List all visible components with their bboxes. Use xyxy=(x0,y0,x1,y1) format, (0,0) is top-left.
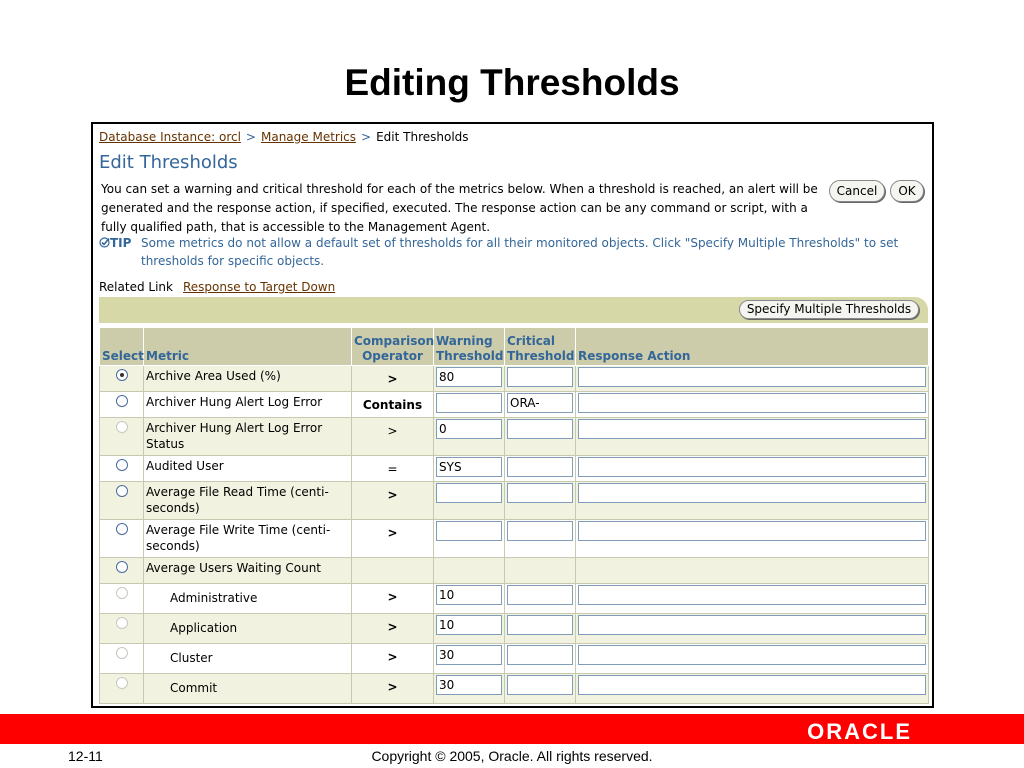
warning-cell xyxy=(434,584,505,614)
table-header-row xyxy=(100,328,929,366)
breadcrumb-current: Edit Thresholds xyxy=(376,130,469,144)
critical-cell xyxy=(505,366,576,392)
table-row xyxy=(100,418,929,456)
operator-cell: > xyxy=(352,674,434,704)
select-radio[interactable] xyxy=(116,523,128,535)
table-row xyxy=(100,456,929,482)
select-cell xyxy=(100,520,144,558)
warning-cell xyxy=(434,418,505,456)
related-link-label: Related Link xyxy=(99,280,173,294)
column-header-select: Select xyxy=(100,328,144,366)
select-cell xyxy=(100,644,144,674)
warning-threshold-input[interactable] xyxy=(436,419,502,439)
warning-threshold-input[interactable] xyxy=(436,521,502,541)
critical-threshold-input[interactable] xyxy=(507,521,573,541)
warning-threshold-input[interactable] xyxy=(436,457,502,477)
oracle-logo: ORACLE xyxy=(807,719,912,744)
operator-cell: > xyxy=(352,366,434,392)
table-row xyxy=(100,644,929,674)
response-action-input[interactable] xyxy=(578,483,926,503)
select-cell xyxy=(100,584,144,614)
warning-threshold-input[interactable] xyxy=(436,393,502,413)
table-row xyxy=(100,614,929,644)
critical-threshold-input[interactable] xyxy=(507,645,573,665)
page-heading: Edit Thresholds xyxy=(99,152,238,173)
critical-cell xyxy=(505,674,576,704)
warning-header-line1: Warning xyxy=(436,334,493,348)
metric-cell: Archiver Hung Alert Log Error Status xyxy=(144,418,352,456)
critical-cell xyxy=(505,614,576,644)
table-row xyxy=(100,520,929,558)
thresholds-table xyxy=(99,327,929,704)
response-cell xyxy=(576,392,929,418)
metric-cell: Average Users Waiting Count xyxy=(144,558,352,584)
warning-cell xyxy=(434,482,505,520)
column-header-warning xyxy=(434,328,505,366)
response-cell xyxy=(576,674,929,704)
warning-threshold-input[interactable] xyxy=(436,675,502,695)
critical-threshold-input[interactable] xyxy=(507,675,573,695)
operator-cell: > xyxy=(352,418,434,456)
response-action-input[interactable] xyxy=(578,521,926,541)
metric-cell xyxy=(144,674,352,704)
critical-threshold-input[interactable] xyxy=(507,367,573,387)
response-cell xyxy=(576,366,929,392)
breadcrumb-database-instance[interactable]: Database Instance: orcl xyxy=(99,130,241,144)
warning-header-line2: Threshold xyxy=(436,349,504,363)
select-cell xyxy=(100,418,144,456)
critical-cell xyxy=(505,558,576,584)
select-radio[interactable] xyxy=(116,647,128,659)
column-header-operator xyxy=(352,328,434,366)
warning-threshold-input[interactable] xyxy=(436,367,502,387)
response-cell xyxy=(576,520,929,558)
response-cell xyxy=(576,482,929,520)
response-action-input[interactable] xyxy=(578,585,926,605)
breadcrumb-separator: > xyxy=(245,130,256,144)
metric-cell: Audited User xyxy=(144,456,352,482)
select-radio[interactable] xyxy=(116,395,128,407)
response-cell xyxy=(576,614,929,644)
warning-cell xyxy=(434,644,505,674)
operator-cell: > xyxy=(352,644,434,674)
metric-cell: Archive Area Used (%) xyxy=(144,366,352,392)
operator-cell: Contains xyxy=(352,392,434,418)
critical-cell xyxy=(505,456,576,482)
metric-cell: Average File Read Time (centi-seconds) xyxy=(144,482,352,520)
metric-cell xyxy=(144,584,352,614)
operator-cell: > xyxy=(352,482,434,520)
page-description: You can set a warning and critical threshold for each of the metrics below. When a threshold is reached, an alert will be generated and the response action, if specified, executed. The response action can be any command or script, with a fully qualified path, that is accessible to the Management Agent. xyxy=(101,182,818,234)
footer-bar xyxy=(0,714,1024,744)
metric-name: Commit xyxy=(170,681,218,695)
warning-cell xyxy=(434,674,505,704)
operator-cell: > xyxy=(352,520,434,558)
warning-cell xyxy=(434,392,505,418)
column-header-metric: Metric xyxy=(144,328,352,366)
critical-cell xyxy=(505,644,576,674)
critical-cell xyxy=(505,392,576,418)
response-cell xyxy=(576,644,929,674)
critical-threshold-input[interactable] xyxy=(507,393,573,413)
specify-multiple-thresholds-button[interactable]: Specify Multiple Thresholds xyxy=(739,300,919,319)
operator-header-line1: Comparison xyxy=(354,334,435,348)
table-row xyxy=(100,482,929,520)
metric-name: Cluster xyxy=(170,651,213,665)
metric-cell: Average File Write Time (centi-seconds) xyxy=(144,520,352,558)
select-cell xyxy=(100,456,144,482)
select-cell xyxy=(100,392,144,418)
operator-cell: > xyxy=(352,584,434,614)
select-radio[interactable] xyxy=(116,677,128,689)
response-action-input[interactable] xyxy=(578,457,926,477)
ok-button[interactable]: OK xyxy=(890,180,924,202)
select-radio[interactable] xyxy=(116,369,128,381)
select-radio[interactable] xyxy=(116,485,128,497)
select-cell xyxy=(100,366,144,392)
response-to-target-down-link[interactable]: Response to Target Down xyxy=(182,280,336,294)
breadcrumb xyxy=(99,130,469,144)
critical-cell xyxy=(505,584,576,614)
select-radio[interactable] xyxy=(116,561,128,573)
critical-cell xyxy=(505,482,576,520)
select-cell xyxy=(100,558,144,584)
select-radio[interactable] xyxy=(116,421,128,433)
warning-threshold-input[interactable] xyxy=(436,585,502,605)
screenshot-frame xyxy=(91,122,934,708)
select-radio[interactable] xyxy=(116,617,128,629)
warning-cell xyxy=(434,520,505,558)
table-row xyxy=(100,558,929,584)
warning-threshold-input[interactable] xyxy=(436,483,502,503)
tip-text: Some metrics do not allow a default set of thresholds for all their monitored objects. Click "Specify Multiple Thresholds" to set thresholds for specific objects. xyxy=(141,236,899,268)
critical-threshold-input[interactable] xyxy=(507,483,573,503)
column-header-response: Response Action xyxy=(576,328,929,366)
critical-cell xyxy=(505,418,576,456)
slide-number: 12-11 xyxy=(68,748,103,764)
checkmark-icon xyxy=(99,237,110,248)
table-row xyxy=(100,366,929,392)
metric-cell xyxy=(144,614,352,644)
metric-cell xyxy=(144,644,352,674)
tip-label xyxy=(99,234,131,252)
response-cell xyxy=(576,456,929,482)
tip-box xyxy=(99,234,919,270)
critical-threshold-input[interactable] xyxy=(507,585,573,605)
response-action-input[interactable] xyxy=(578,645,926,665)
warning-cell xyxy=(434,614,505,644)
response-action-input[interactable] xyxy=(578,675,926,695)
response-cell xyxy=(576,558,929,584)
breadcrumb-separator: > xyxy=(361,130,372,144)
cancel-button[interactable]: Cancel xyxy=(829,180,885,202)
metric-cell: Archiver Hung Alert Log Error xyxy=(144,392,352,418)
metric-name: Application xyxy=(170,621,238,635)
breadcrumb-manage-metrics[interactable]: Manage Metrics xyxy=(260,130,357,144)
table-row xyxy=(100,584,929,614)
warning-threshold-input[interactable] xyxy=(436,615,502,635)
related-link-row xyxy=(99,280,335,294)
response-action-input[interactable] xyxy=(578,393,926,413)
response-action-input[interactable] xyxy=(578,367,926,387)
select-radio[interactable] xyxy=(116,459,128,471)
table-row xyxy=(100,392,929,418)
table-row xyxy=(100,674,929,704)
warning-cell xyxy=(434,366,505,392)
select-cell xyxy=(100,482,144,520)
critical-cell xyxy=(505,520,576,558)
critical-header-line1: Critical xyxy=(507,334,556,348)
operator-cell: > xyxy=(352,614,434,644)
critical-threshold-input[interactable] xyxy=(507,615,573,635)
metric-name: Administrative xyxy=(170,591,258,605)
warning-threshold-input[interactable] xyxy=(436,645,502,665)
operator-header-line2: Operator xyxy=(362,349,423,363)
response-action-input[interactable] xyxy=(578,615,926,635)
response-cell xyxy=(576,584,929,614)
warning-cell xyxy=(434,456,505,482)
response-cell xyxy=(576,418,929,456)
select-cell xyxy=(100,674,144,704)
select-radio[interactable] xyxy=(116,587,128,599)
table-toolbar xyxy=(99,297,928,323)
warning-cell xyxy=(434,558,505,584)
operator-cell xyxy=(352,558,434,584)
critical-threshold-input[interactable] xyxy=(507,419,573,439)
critical-threshold-input[interactable] xyxy=(507,457,573,477)
response-action-input[interactable] xyxy=(578,419,926,439)
select-cell xyxy=(100,614,144,644)
column-header-critical xyxy=(505,328,576,366)
operator-cell: = xyxy=(352,456,434,482)
slide-title: Editing Thresholds xyxy=(344,62,680,103)
copyright-text: Copyright © 2005, Oracle. All rights reserved. xyxy=(371,748,653,764)
critical-header-line2: Threshold xyxy=(507,349,575,363)
tip-label-text: TIP xyxy=(110,236,132,250)
